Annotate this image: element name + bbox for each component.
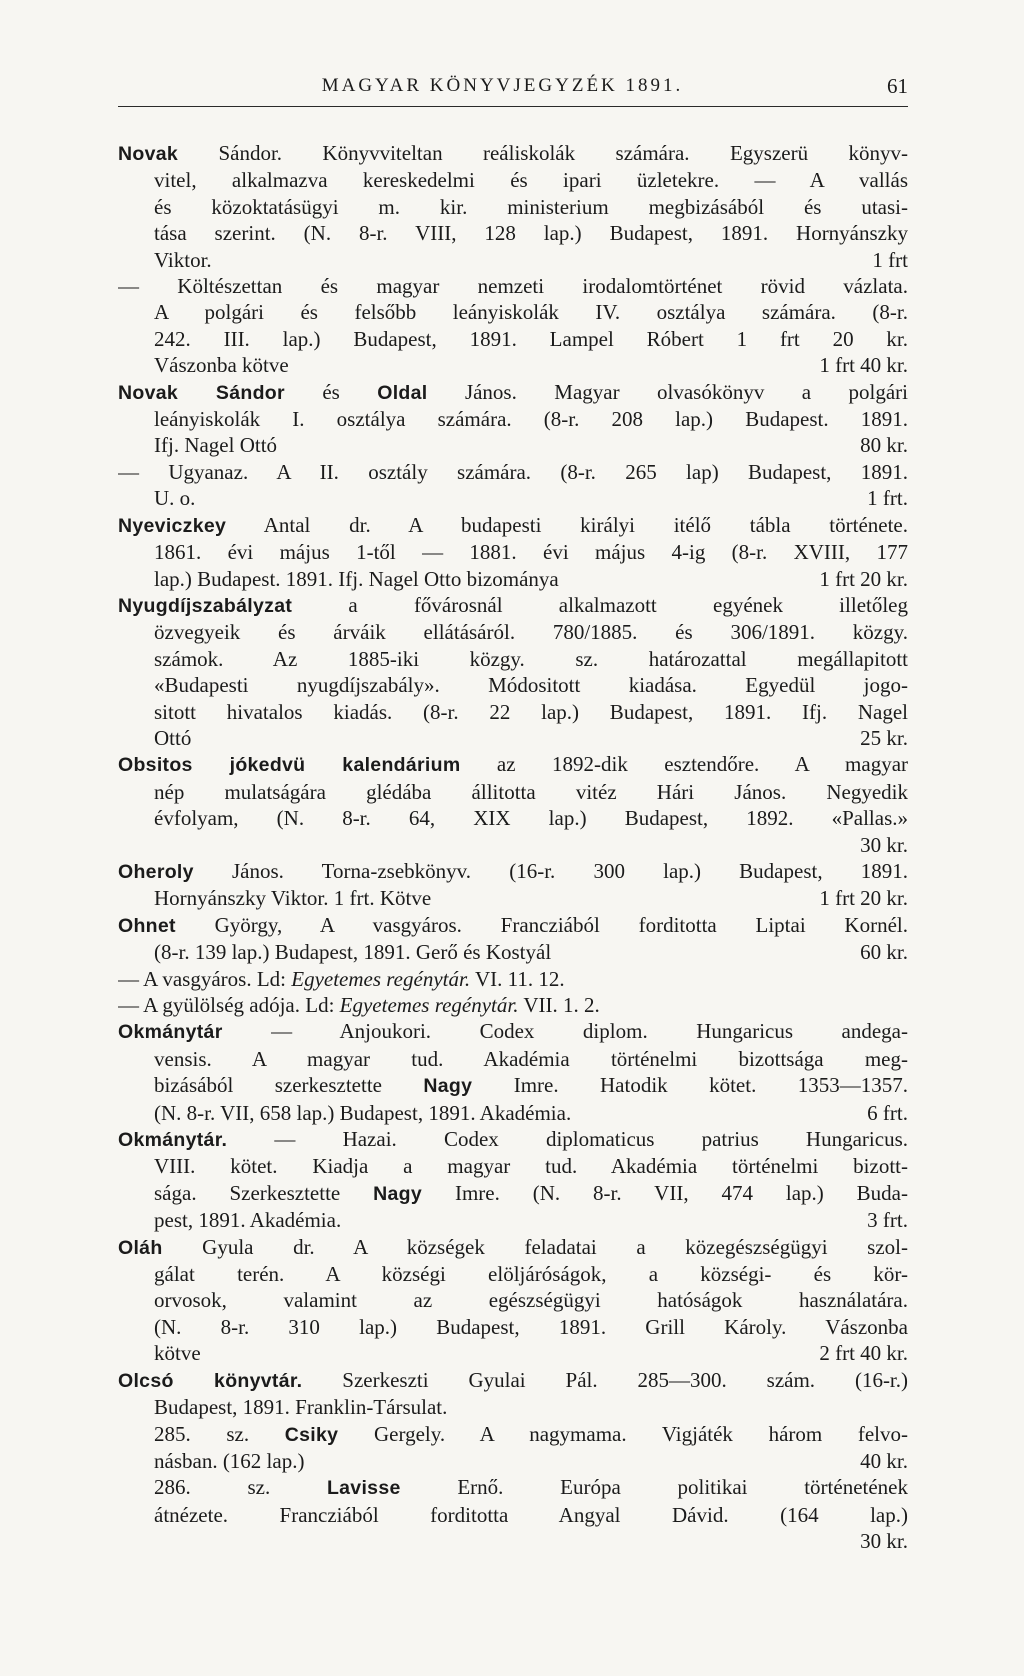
catalog-line <box>118 912 908 939</box>
catalog-line <box>118 247 908 273</box>
catalog-line <box>118 1126 908 1153</box>
entry-keyword: Okmánytár. <box>118 1129 228 1152</box>
catalog-line <box>118 140 908 167</box>
catalog-line <box>118 459 908 485</box>
catalog-line <box>118 326 908 352</box>
series-title: Egyetemes regénytár. <box>339 993 519 1017</box>
entry-text: a fővárosnál alkalmazott egyének illetőleg <box>292 592 908 617</box>
entry-text: sitott hivatalos kiadás. (8-r. 22 lap.) Budapest, 1891. Ifj. Nagel <box>154 699 908 724</box>
price: 25 kr. <box>860 725 908 750</box>
entry-keyword: Novak <box>118 143 179 165</box>
catalog-line <box>118 805 908 831</box>
entry-text: Gergely. A nagymama. Vigjáték három felvo- <box>338 1421 908 1446</box>
entry-text: évfolyam, (N. 8-r. 64, XIX lap.) Budapest, 1892. «Pallas.» <box>154 806 908 831</box>
entry-text: 1861. évi május 1-től — 1881. évi május 4-ig (8-r. XVIII, 177 <box>154 540 908 565</box>
catalog-line <box>118 1046 908 1072</box>
catalog-line <box>118 1100 908 1126</box>
entry-text: — Anjoukori. Codex diplom. Hungaricus andega- <box>222 1019 908 1044</box>
catalog-line <box>118 1234 908 1261</box>
catalog-line <box>118 1207 908 1233</box>
catalog-line <box>118 299 908 325</box>
entry-keyword: Obsitos jókedvü kalendárium <box>118 754 461 777</box>
catalog-line <box>118 352 908 378</box>
entry-text: János. Magyar olvasókönyv a polgári <box>427 379 908 404</box>
catalog-line <box>118 273 908 299</box>
catalog-line <box>118 699 908 725</box>
catalog-line <box>118 725 908 751</box>
catalog-line <box>118 566 908 592</box>
catalog-line <box>118 220 908 246</box>
entry-text: Viktor. <box>154 247 212 272</box>
entry-text: tása szerint. (N. 8-r. VIII, 128 lap.) Budapest, 1891. Hornyánszky <box>154 221 908 246</box>
catalog-line <box>118 1394 908 1420</box>
entry-text: leányiskolák I. osztálya számára. (8-r. 208 lap.) Budapest. 1891. <box>154 407 908 432</box>
entry-text: özvegyeik és árváik ellátásáról. 780/1885. és 306/1891. közgy. <box>154 620 908 645</box>
entry-keyword: Oldal <box>377 381 428 404</box>
catalog-line <box>118 1018 908 1045</box>
entry-text: és <box>284 379 378 404</box>
entry-text: és közoktatásügyi m. kir. ministerium megbizásából és utasi- <box>154 194 908 219</box>
entry-text: kötve <box>154 1341 201 1366</box>
entry-text: 285. sz. <box>154 1421 285 1446</box>
entry-text: gálat terén. A községi elöljáróságok, a községi- és kör- <box>154 1262 908 1287</box>
entry-keyword: Csiky <box>284 1423 339 1446</box>
catalog-line <box>118 379 908 406</box>
entry-text: VI. 11. 12. <box>470 966 565 991</box>
entry-keyword: Nyugdíjszabályzat <box>118 594 293 617</box>
catalog-line <box>118 1287 908 1313</box>
entry-text: lap.) Budapest. 1891. Ifj. Nagel Otto bizománya <box>154 566 559 591</box>
price: 2 frt 40 kr. <box>819 1341 908 1366</box>
entry-text: Ottó <box>154 725 192 750</box>
catalog-line <box>118 485 908 511</box>
entry-text: Ernő. Európa politikai történetének <box>400 1475 908 1500</box>
price: 30 kr. <box>860 1529 908 1554</box>
catalog-line <box>118 966 908 992</box>
entry-text: VIII. kötet. Kiadja a magyar tud. Akadémia történelmi bizott- <box>154 1154 908 1179</box>
entry-text: 242. III. lap.) Budapest, 1891. Lampel Róbert 1 frt 20 kr. <box>154 326 908 351</box>
catalog-line <box>118 1528 908 1554</box>
price: 1 frt 40 kr. <box>819 353 908 378</box>
entry-text: (N. 8-r. VII, 658 lap.) Budapest, 1891. Akadémia. <box>154 1100 572 1125</box>
catalog-line <box>118 1314 908 1340</box>
catalog-line <box>118 512 908 539</box>
price: 3 frt. <box>867 1208 908 1233</box>
entry-text: pest, 1891. Akadémia. <box>154 1208 342 1233</box>
catalog-line <box>118 992 908 1018</box>
catalog-line <box>118 1474 908 1501</box>
entry-text: átnézete. Francziából forditotta Angyal Dávid. (164 lap.) <box>154 1502 908 1527</box>
entry-keyword: Ohnet <box>118 914 176 937</box>
entry-text: vitel, alkalmazva kereskedelmi és ipari üzletekre. — A vallás <box>154 168 908 193</box>
price: 1 frt <box>872 247 908 272</box>
catalog-line <box>118 1367 908 1394</box>
price: 1 frt. <box>867 486 908 511</box>
price: 80 kr. <box>860 433 908 458</box>
entry-text: Ifj. Nagel Ottó <box>154 433 278 458</box>
entry-text: vensis. A magyar tud. Akadémia történelmi bizottsága meg- <box>154 1046 908 1071</box>
entry-text: Budapest, 1891. Franklin-Társulat. <box>154 1395 448 1420</box>
entry-text: Imre. Hatodik kötet. 1353—1357. <box>472 1073 908 1098</box>
catalog-line <box>118 1153 908 1179</box>
price: 30 kr. <box>860 832 908 857</box>
entry-text: — A vasgyáros. Ld: <box>118 966 292 991</box>
catalog-line <box>118 167 908 193</box>
entry-text: sága. Szerkesztette <box>154 1180 374 1205</box>
entry-keyword: Nagy <box>373 1182 423 1205</box>
entry-text: U. o. <box>154 486 196 511</box>
entry-text: — Ugyanaz. A II. osztály számára. (8-r. 265 lap) Budapest, 1891. <box>118 459 908 484</box>
entry-text: (N. 8-r. 310 lap.) Budapest, 1891. Grill Károly. Vászonba <box>154 1314 908 1339</box>
entry-text: Sándor. Könyvviteltan reáliskolák számára. Egyszerü könyv- <box>178 141 908 165</box>
entry-text: bizásából szerkesztette <box>154 1073 424 1098</box>
entry-text: — A gyülölség adója. Ld: <box>118 993 340 1017</box>
entry-keyword: Olcsó könyvtár. <box>118 1369 303 1392</box>
catalog-line <box>118 939 908 965</box>
entry-text: Imre. (N. 8-r. VII, 474 lap.) Buda- <box>422 1180 908 1205</box>
catalog-line <box>118 779 908 805</box>
price: 1 frt 20 kr. <box>819 886 908 911</box>
entry-text: nép mulatságára glédába állitotta vitéz Hári János. Negyedik <box>154 779 908 804</box>
entry-text: — Költészettan és magyar nemzeti irodalomtörténet rövid vázlata. <box>118 274 908 299</box>
entry-text: Gyula dr. A községek feladatai a közegészségügyi szol- <box>162 1234 908 1259</box>
catalog-line <box>118 592 908 619</box>
catalog-line <box>118 1421 908 1448</box>
catalog-line <box>118 1261 908 1287</box>
entry-text: (8-r. 139 lap.) Budapest, 1891. Gerő és Kostyál <box>154 940 552 965</box>
entry-keyword: Nyeviczkey <box>118 514 227 537</box>
catalog-line <box>118 672 908 698</box>
catalog-line <box>118 539 908 565</box>
entry-text: Hornyánszky Viktor. 1 frt. Kötve <box>154 886 432 911</box>
entry-keyword: Nagy <box>423 1075 473 1098</box>
entry-keyword: Okmánytár <box>118 1021 223 1044</box>
catalog-body <box>118 140 908 1555</box>
catalog-line <box>118 885 908 911</box>
catalog-line <box>118 406 908 432</box>
catalog-line <box>118 1502 908 1528</box>
entry-text: VII. 1. 2. <box>518 993 600 1017</box>
catalog-line <box>118 1448 908 1474</box>
entry-text: Vászonba kötve <box>154 353 289 378</box>
catalog-line <box>118 432 908 458</box>
price: 1 frt 20 kr. <box>819 566 908 591</box>
entry-text: György, A vasgyáros. Francziából forditotta Liptai Kornél. <box>175 912 908 937</box>
entry-text: násban. (162 lap.) <box>154 1448 305 1473</box>
price: 6 frt. <box>867 1100 908 1125</box>
catalog-line <box>118 751 908 778</box>
entry-keyword: Novak Sándor <box>118 381 285 404</box>
entry-text: számok. Az 1885-iki közgy. sz. határozattal megállapitott <box>154 646 908 671</box>
entry-text: Antal dr. A budapesti királyi itélő tábla története. <box>226 512 908 537</box>
price: 60 kr. <box>860 940 908 965</box>
header-rule <box>118 106 908 107</box>
catalog-line <box>118 1340 908 1366</box>
catalog-line <box>118 194 908 220</box>
entry-text: 286. sz. <box>154 1475 327 1500</box>
catalog-line <box>118 619 908 645</box>
running-title: MAGYAR KÖNYVJEGYZÉK 1891. <box>321 75 684 96</box>
catalog-line <box>118 858 908 885</box>
price: 40 kr. <box>860 1448 908 1473</box>
entry-text: A polgári és felsőbb leányiskolák IV. osztálya számára. (8-r. <box>154 300 908 325</box>
entry-keyword: Lavisse <box>326 1477 401 1500</box>
series-title: Egyetemes regénytár. <box>291 966 471 991</box>
catalog-line <box>118 646 908 672</box>
page-header <box>118 66 908 106</box>
entry-text: az 1892-dik esztendőre. A magyar <box>460 752 908 777</box>
entry-text: orvosok, valamint az egészségügyi hatóságok használatára. <box>154 1288 908 1313</box>
entry-keyword: Oláh <box>118 1236 163 1259</box>
catalog-line <box>118 1180 908 1207</box>
entry-keyword: Oheroly <box>118 860 194 883</box>
entry-text: — Hazai. Codex diplomaticus patrius Hungaricus. <box>227 1127 908 1152</box>
entry-text: «Budapesti nyugdíjszabály». Módositott kiadása. Egyedül jogo- <box>154 673 908 698</box>
entry-text: Szerkeszti Gyulai Pál. 285—300. szám. (16-r.) <box>302 1367 908 1392</box>
catalog-line <box>118 832 908 858</box>
page-number: 61 <box>887 73 908 98</box>
catalog-line <box>118 1072 908 1099</box>
entry-text: János. Torna-zsebkönyv. (16-r. 300 lap.) Budapest, 1891. <box>193 858 908 883</box>
